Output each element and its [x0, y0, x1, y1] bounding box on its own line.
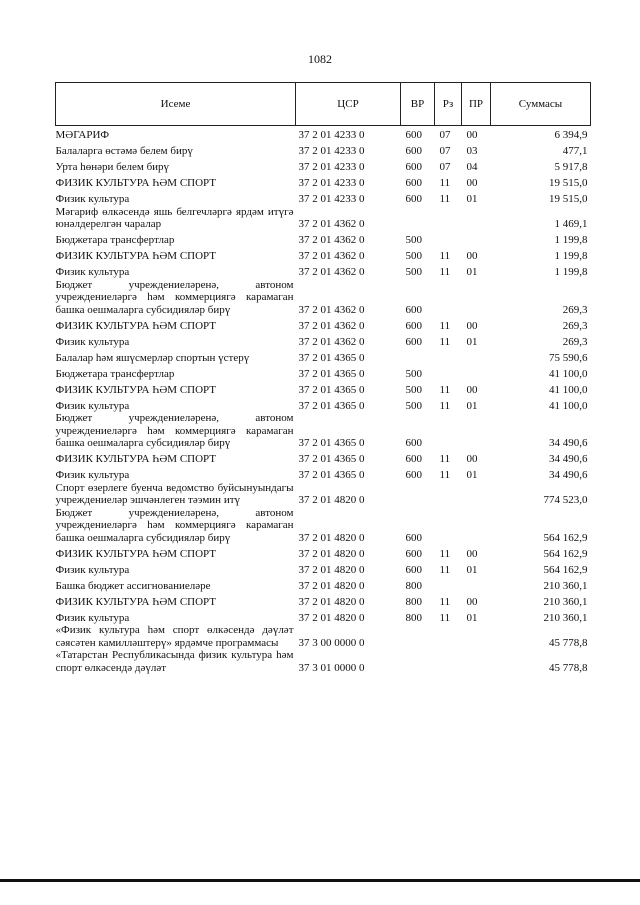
row-amount: 6 394,9 [554, 129, 588, 141]
row-rz-code [435, 231, 462, 247]
row-name: Бюджет учреждениеләренә, автоном учреждениеләргә һәм коммерциягә карамаган башка оешмаларга субсидияләр бирү [55, 278, 294, 316]
row-amount: 19 515,0 [549, 193, 588, 205]
row-csr-code: 37 2 01 4365 0 [298, 437, 365, 449]
row-amount: 34 490,6 [549, 453, 588, 465]
row-csr-code: 37 2 01 4365 0 [298, 351, 365, 364]
row-amount: 45 778,8 [549, 636, 588, 649]
row-amount: 564 162,9 [543, 547, 588, 560]
row-vr-code: 600 [405, 531, 422, 544]
row-pr-code: 01 [466, 399, 478, 412]
row-csr-code: 37 2 01 4820 0 [298, 579, 365, 592]
row-amount: 210 360,1 [543, 595, 588, 608]
row-name: ФИЗИК КУЛЬТУРА ҺӘМ СПОРТ [55, 595, 217, 608]
row-rz-code [435, 348, 462, 364]
row-csr-code: 37 2 01 4820 0 [298, 611, 365, 624]
table-header-row [56, 83, 591, 126]
row-pr-code: 01 [466, 266, 478, 278]
row-name: МӘГАРИФ [55, 129, 110, 141]
table-row [56, 412, 591, 450]
row-rz-code: 11 [439, 563, 451, 576]
row-pr-code: 01 [466, 469, 478, 481]
table-row [56, 279, 591, 317]
table-row [56, 174, 591, 190]
row-rz-code: 07 [439, 145, 451, 157]
row-csr-code: 37 2 01 4362 0 [298, 234, 365, 246]
row-name: ФИЗИК КУЛЬТУРА ҺӘМ СПОРТ [55, 453, 217, 465]
table-row [56, 380, 591, 396]
table-row [56, 592, 591, 608]
row-pr-code [462, 279, 491, 317]
row-csr-code: 37 2 01 4362 0 [298, 250, 365, 262]
row-csr-code: 37 2 01 4362 0 [298, 319, 365, 332]
row-amount: 1 469,1 [554, 218, 588, 230]
table-row [56, 332, 591, 348]
row-pr-code: 03 [466, 145, 478, 157]
row-csr-code: 37 2 01 4233 0 [298, 129, 365, 141]
row-name: Физик культура [55, 335, 130, 348]
row-vr-code: 800 [405, 579, 422, 592]
row-amount: 1 199,8 [554, 266, 588, 278]
table-row [56, 466, 591, 482]
table-row [56, 231, 591, 247]
row-vr-code: 600 [405, 437, 422, 449]
table-row [56, 247, 591, 263]
row-amount: 269,3 [562, 335, 588, 348]
row-name: Физик культура [55, 469, 130, 481]
header-vr: ВР [401, 83, 435, 126]
row-rz-code [435, 507, 462, 545]
row-pr-code: 01 [466, 335, 478, 348]
row-csr-code: 37 2 01 4820 0 [298, 531, 365, 544]
row-rz-code: 11 [439, 177, 451, 189]
row-pr-code [462, 624, 491, 649]
page-number: 1082 [308, 52, 332, 66]
row-name: ФИЗИК КУЛЬТУРА ҺӘМ СПОРТ [55, 547, 217, 560]
table-row [56, 450, 591, 466]
row-rz-code [435, 649, 462, 674]
row-pr-code [462, 231, 491, 247]
row-csr-code: 37 2 01 4820 0 [298, 595, 365, 608]
row-vr-code: 600 [405, 469, 422, 481]
row-name: ФИЗИК КУЛЬТУРА ҺӘМ СПОРТ [55, 383, 217, 396]
bottom-rule [0, 879, 640, 882]
row-vr-code: 500 [405, 234, 422, 246]
row-vr-code: 600 [405, 129, 422, 141]
row-pr-code: 01 [466, 611, 478, 624]
header-rz: Рз [435, 83, 462, 126]
row-amount: 34 490,6 [549, 437, 588, 449]
row-vr-code: 600 [405, 453, 422, 465]
row-csr-code: 37 2 01 4362 0 [298, 266, 365, 278]
row-amount: 269,3 [562, 303, 588, 316]
table-row [56, 507, 591, 545]
row-pr-code [462, 649, 491, 674]
row-vr-code: 600 [405, 193, 422, 205]
row-vr-code [401, 348, 435, 364]
row-csr-code: 37 2 01 4365 0 [298, 469, 365, 481]
row-vr-code: 600 [405, 161, 422, 173]
row-rz-code: 07 [439, 129, 451, 141]
row-csr-code: 37 2 01 4820 0 [298, 563, 365, 576]
row-csr-code: 37 2 01 4365 0 [298, 453, 365, 465]
row-name: ФИЗИК КУЛЬТУРА ҺӘМ СПОРТ [55, 250, 217, 262]
header-name: Исеме [56, 83, 296, 126]
row-rz-code [435, 482, 462, 507]
row-name: Физик культура [55, 611, 130, 624]
row-rz-code: 11 [439, 611, 451, 624]
row-csr-code: 37 2 01 4362 0 [298, 335, 365, 348]
table-row [56, 624, 591, 649]
row-vr-code: 500 [405, 399, 422, 412]
table-row [56, 544, 591, 560]
table-row [56, 206, 591, 231]
row-name: Башка бюджет ассигнованиеләре [55, 579, 211, 592]
row-name: Бюджет учреждениеләренә, автоном учреждениеләргә һәм коммерциягә карамаган башка оешмаларга субсидияләр бирү [55, 412, 294, 449]
row-pr-code: 00 [466, 595, 478, 608]
row-amount: 477,1 [562, 145, 588, 157]
row-rz-code: 11 [439, 335, 451, 348]
row-amount: 269,3 [562, 319, 588, 332]
row-rz-code: 11 [439, 469, 451, 481]
table-row [56, 396, 591, 412]
row-name: Бюджетара трансфертлар [55, 367, 175, 380]
row-name: Спорт өзерлеге буенча ведомство буйсынуындагы учреждениеләр эшчәнлеген тәэмин итү [55, 481, 294, 506]
row-name: Балаларга өстәмә белем бирү [55, 145, 193, 157]
row-rz-code [435, 279, 462, 317]
table-row [56, 364, 591, 380]
row-amount: 1 199,8 [554, 234, 588, 246]
row-pr-code: 00 [466, 250, 478, 262]
row-csr-code: 37 2 01 4365 0 [298, 383, 365, 396]
row-vr-code: 600 [405, 547, 422, 560]
row-vr-code: 600 [405, 145, 422, 157]
row-name: «Татарстан Республикасында физик культура һәм спорт өлкәсендә дәүләт [55, 649, 294, 674]
row-pr-code: 00 [466, 453, 478, 465]
row-name: Бюджетара трансфертлар [55, 234, 175, 246]
row-amount: 45 778,8 [549, 661, 588, 674]
row-rz-code: 11 [439, 595, 451, 608]
row-csr-code: 37 2 01 4362 0 [298, 303, 365, 316]
row-csr-code: 37 2 01 4365 0 [298, 399, 365, 412]
row-vr-code [401, 206, 435, 231]
table-row [56, 190, 591, 206]
row-vr-code: 500 [405, 250, 422, 262]
row-name: Физик культура [55, 399, 130, 412]
row-name: Физик культура [55, 193, 130, 205]
table-row [56, 142, 591, 158]
table-row [56, 608, 591, 624]
table-body [56, 126, 591, 675]
row-vr-code [401, 624, 435, 649]
row-csr-code: 37 2 01 4365 0 [298, 367, 365, 380]
table-row [56, 649, 591, 674]
budget-table [55, 82, 591, 674]
row-vr-code [401, 649, 435, 674]
row-vr-code: 600 [405, 319, 422, 332]
row-name: «Физик культура һәм спорт өлкәсендә дәүләт сәясәтен камилләштерү» ярдәмче программасы [55, 624, 294, 649]
row-rz-code: 11 [439, 250, 451, 262]
row-name: Урта һөнәри белем бирү [55, 161, 170, 173]
row-rz-code: 11 [439, 453, 451, 465]
row-name: ФИЗИК КУЛЬТУРА ҺӘМ СПОРТ [55, 319, 217, 332]
table-row [56, 560, 591, 576]
table-row [56, 482, 591, 507]
row-csr-code: 37 2 01 4233 0 [298, 145, 365, 157]
row-csr-code: 37 3 01 0000 0 [298, 661, 365, 674]
row-rz-code: 11 [439, 399, 451, 412]
table-row [56, 348, 591, 364]
row-csr-code: 37 2 01 4233 0 [298, 177, 365, 189]
row-amount: 210 360,1 [543, 579, 588, 592]
row-vr-code [401, 482, 435, 507]
row-amount: 75 590,6 [549, 351, 588, 364]
row-vr-code: 800 [405, 611, 422, 624]
row-csr-code: 37 3 00 0000 0 [298, 636, 365, 649]
row-name: Мәгариф өлкәсендә яшь белгечләргә ярдәм итүгә юнәлдерелгән чаралар [55, 205, 294, 230]
row-pr-code [462, 206, 491, 231]
header-csr: ЦСР [296, 83, 401, 126]
table-row [56, 316, 591, 332]
table-row [56, 263, 591, 279]
row-pr-code [462, 507, 491, 545]
row-csr-code: 37 2 01 4233 0 [298, 161, 365, 173]
table-row [56, 126, 591, 142]
row-rz-code [435, 624, 462, 649]
row-amount: 19 515,0 [549, 177, 588, 189]
row-amount: 774 523,0 [543, 494, 588, 506]
row-vr-code: 600 [405, 177, 422, 189]
row-vr-code: 500 [405, 383, 422, 396]
row-csr-code: 37 2 01 4820 0 [298, 494, 365, 506]
header-pr: ПР [462, 83, 491, 126]
row-rz-code: 11 [439, 266, 451, 278]
table-row [56, 576, 591, 592]
row-amount: 41 100,0 [549, 367, 588, 380]
row-pr-code: 00 [466, 547, 478, 560]
row-pr-code [462, 482, 491, 507]
row-csr-code: 37 2 01 4362 0 [298, 218, 365, 230]
row-vr-code: 600 [405, 335, 422, 348]
row-rz-code [435, 364, 462, 380]
row-name: Балалар һәм яшүсмерләр спортын үстерү [55, 351, 250, 364]
row-amount: 210 360,1 [543, 611, 588, 624]
row-rz-code [435, 576, 462, 592]
row-pr-code: 01 [466, 193, 478, 205]
row-csr-code: 37 2 01 4233 0 [298, 193, 365, 205]
row-amount: 5 917,8 [554, 161, 588, 173]
row-amount: 1 199,8 [554, 250, 588, 262]
header-sum: Суммасы [491, 83, 591, 126]
row-vr-code: 500 [405, 266, 422, 278]
row-amount: 41 100,0 [549, 399, 588, 412]
row-amount: 564 162,9 [543, 563, 588, 576]
row-name: ФИЗИК КУЛЬТУРА ҺӘМ СПОРТ [55, 177, 217, 189]
row-rz-code [435, 412, 462, 450]
row-rz-code [435, 206, 462, 231]
row-amount: 564 162,9 [543, 531, 588, 544]
row-rz-code: 11 [439, 547, 451, 560]
row-pr-code [462, 364, 491, 380]
row-pr-code [462, 576, 491, 592]
row-vr-code: 600 [405, 563, 422, 576]
row-pr-code: 04 [466, 161, 478, 173]
row-name: Бюджет учреждениеләренә, автоном учреждениеләргә һәм коммерциягә карамаган башка оешмаларга субсидияләр бирү [55, 506, 294, 544]
row-rz-code: 11 [439, 193, 451, 205]
row-pr-code: 00 [466, 177, 478, 189]
row-csr-code: 37 2 01 4820 0 [298, 547, 365, 560]
row-name: Физик культура [55, 266, 130, 278]
row-rz-code: 07 [439, 161, 451, 173]
row-rz-code: 11 [439, 383, 451, 396]
row-name: Физик культура [55, 563, 130, 576]
row-vr-code: 800 [405, 595, 422, 608]
row-vr-code: 500 [405, 367, 422, 380]
row-pr-code [462, 412, 491, 450]
row-amount: 34 490,6 [549, 469, 588, 481]
row-pr-code: 01 [466, 563, 478, 576]
row-pr-code: 00 [466, 319, 478, 332]
row-amount: 41 100,0 [549, 383, 588, 396]
row-pr-code: 00 [466, 129, 478, 141]
row-pr-code [462, 348, 491, 364]
row-vr-code: 600 [405, 303, 422, 316]
row-pr-code: 00 [466, 383, 478, 396]
row-rz-code: 11 [439, 319, 451, 332]
table-row [56, 158, 591, 174]
